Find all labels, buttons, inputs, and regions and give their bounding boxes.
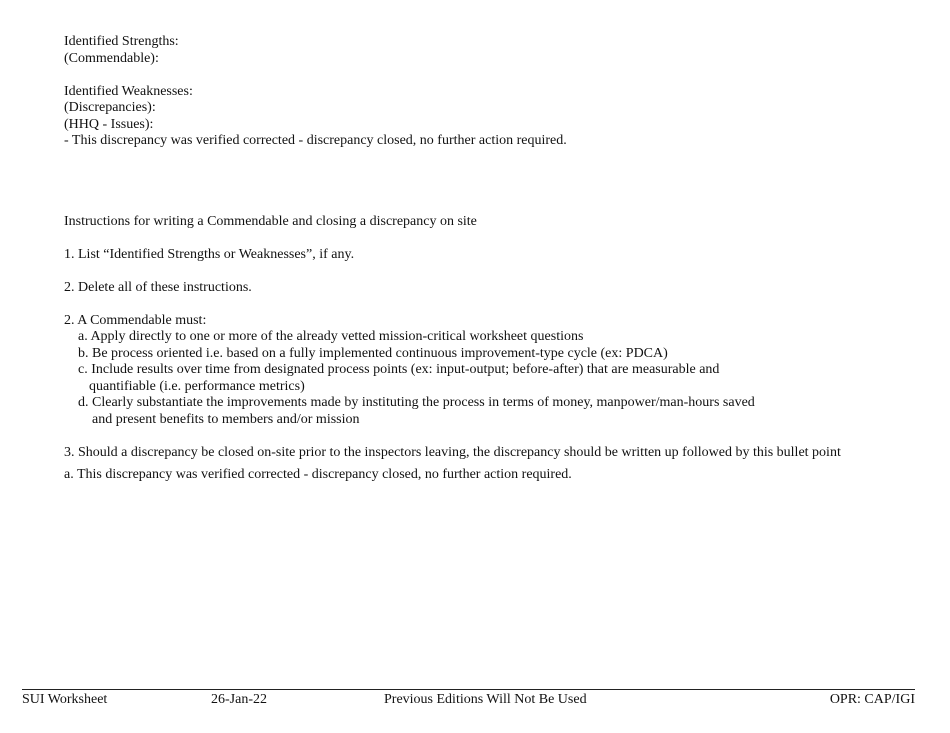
weaknesses-heading: Identified Weaknesses:	[64, 83, 193, 99]
hhq-issues-label: (HHQ - Issues):	[64, 116, 154, 132]
closed-discrepancy-note: - This discrepancy was verified corrected - discrepancy closed, no further action required.	[64, 133, 567, 148]
instruction-step-2: 2. Delete all of these instructions.	[64, 279, 252, 295]
commendable-requirement-b: b. Be process oriented i.e. based on a fully implemented continuous improvement-type cycle (ex: PDCA)	[78, 345, 668, 361]
page-footer	[22, 689, 915, 714]
commendable-requirement-d-continued: and present benefits to members and/or mission	[92, 411, 360, 427]
commendable-requirement-c: c. Include results over time from designated process points (ex: input-output; before-after) that are measurable and	[78, 362, 720, 377]
commendable-requirements-title: 2. A Commendable must:	[64, 312, 207, 328]
commendable-label: (Commendable):	[64, 50, 159, 66]
instruction-step-3-bullet: a. This discrepancy was verified corrected - discrepancy closed, no further action required.	[64, 467, 572, 482]
instruction-step-3: 3. Should a discrepancy be closed on-site prior to the inspectors leaving, the discrepancy should be written up followed by this bullet point	[64, 444, 841, 460]
footer-opr: OPR: CAP/IGI	[829, 692, 915, 707]
commendable-requirement-a: a. Apply directly to one or more of the already vetted mission-critical worksheet questions	[78, 329, 584, 344]
instructions-title: Instructions for writing a Commendable and closing a discrepancy on site	[64, 213, 477, 229]
strengths-heading: Identified Strengths:	[64, 34, 179, 49]
discrepancies-label: (Discrepancies):	[64, 100, 156, 115]
footer-editions-notice: Previous Editions Will Not Be Used	[384, 692, 587, 707]
commendable-requirement-c-continued: quantifiable (i.e. performance metrics)	[89, 378, 305, 394]
commendable-requirement-d: d. Clearly substantiate the improvements made by instituting the process in terms of money, manpower/man-hours saved	[78, 395, 755, 410]
footer-date: 26-Jan-22	[211, 692, 267, 707]
document-body	[64, 34, 844, 484]
instruction-step-1: 1. List “Identified Strengths or Weaknesses”, if any.	[64, 246, 355, 262]
footer-form-name: SUI Worksheet	[22, 692, 108, 707]
